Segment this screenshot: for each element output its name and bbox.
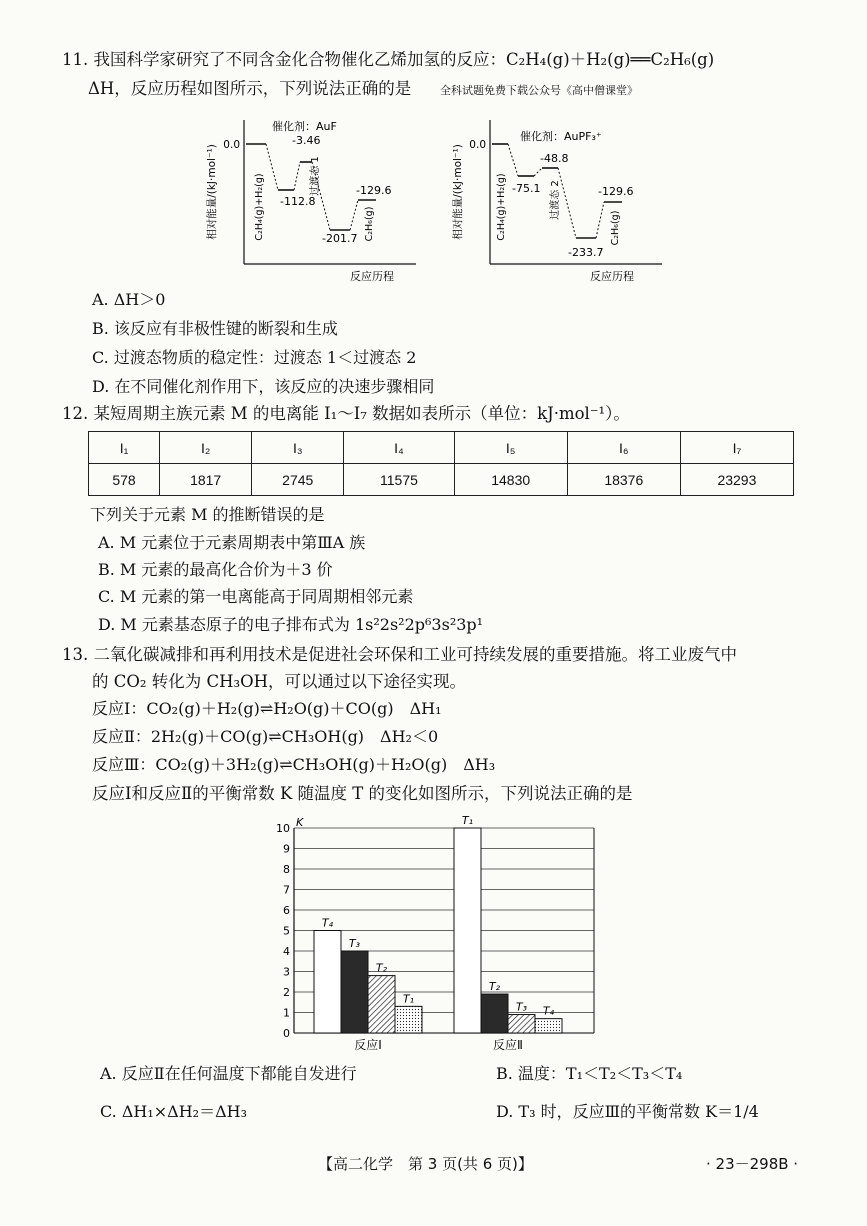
q13-reaction-1: 反应Ⅰ：CO₂(g)＋H₂(g)⇌H₂O(g)＋CO(g) ΔH₁ (92, 699, 442, 718)
catalyst-label-2: 催化剂：AuPF₃⁺ (520, 130, 602, 143)
value-cell: 11575 (344, 464, 454, 496)
ylabel-2: 相对能量/(kJ·mol⁻¹) (452, 144, 464, 240)
header-cell: I₆ (567, 432, 680, 464)
value-4-2: -129.6 (598, 185, 634, 198)
bar (535, 1019, 562, 1033)
value-cell: 14830 (454, 464, 567, 496)
q12-option-d: D. M 元素基态原子的电子排布式为 1s²2s²2p⁶3s²3p¹ (98, 615, 484, 634)
table-row (89, 464, 794, 496)
q13-reaction-2: 反应Ⅱ：2H₂(g)＋CO(g)⇌CH₃OH(g) ΔH₂＜0 (92, 727, 439, 746)
value-2-2: -48.8 (540, 152, 569, 165)
header-cell: I₅ (454, 432, 567, 464)
q11-option-b: B. 该反应有非极性键的断裂和生成 (92, 319, 338, 338)
q13-prompt: 反应Ⅰ和反应Ⅱ的平衡常数 K 随温度 T 的变化如图所示，下列说法正确的是 (92, 784, 633, 803)
bar (454, 828, 481, 1033)
bar-label: T₁ (402, 992, 415, 1006)
xlabel-1: 反应历程 (350, 270, 394, 283)
ionization-energy-table (88, 431, 794, 496)
product-label-2: C₂H₆(g) (610, 210, 621, 246)
value-2-1: -3.46 (292, 134, 321, 147)
value-cell: 1817 (160, 464, 252, 496)
bar-label: T₂ (488, 980, 501, 994)
q12-prompt: 下列关于元素 M 的推断错误的是 (90, 505, 325, 524)
q11-stem-line1: 11. 我国科学家研究了不同含金化合物催化乙烯加氢的反应：C₂H₄(g)＋H₂(g)══C₂H₆(g) (62, 50, 715, 69)
value-cell: 2745 (252, 464, 344, 496)
q13-option-d: D. T₃ 时，反应Ⅲ的平衡常数 K＝1/4 (496, 1102, 759, 1121)
q11-option-a: A. ΔH＞0 (92, 290, 166, 309)
q13-option-b: B. 温度：T₁＜T₂＜T₃＜T₄ (496, 1064, 683, 1083)
y-tick-label: 1 (283, 1006, 290, 1020)
reactant-label-2: C₂H₄(g)+H₂(g) (496, 173, 507, 241)
y-axis-label: K (296, 816, 304, 829)
header-cell: I₁ (89, 432, 160, 464)
y-tick-label: 8 (283, 863, 290, 876)
bar (481, 994, 508, 1033)
k-vs-temperature-chart (270, 810, 600, 1055)
q12-option-b: B. M 元素的最高化合价为＋3 价 (98, 560, 333, 579)
value-cell: 23293 (680, 464, 793, 496)
bar-label: T₂ (375, 961, 388, 975)
y-tick-label: 3 (283, 965, 290, 979)
q11-stem-line2: ΔH，反应历程如图所示，下列说法正确的是 (88, 79, 412, 98)
table-header-row (89, 432, 794, 464)
bar (395, 1006, 422, 1033)
q13-reaction-3: 反应Ⅲ：CO₂(g)＋3H₂(g)⇌CH₃OH(g)＋H₂O(g) ΔH₃ (92, 755, 496, 774)
watermark-text: 全科试题免费下载公众号《高中僧课堂》 (440, 84, 638, 97)
page-code: · 23－298B · (706, 1155, 799, 1173)
y-tick-label: 7 (283, 883, 290, 897)
y-tick-label: 5 (283, 924, 290, 938)
q13-stem-line1: 13. 二氧化碳减排和再利用技术是促进社会环保和工业可持续发展的重要措施。将工业废气中 (62, 645, 737, 664)
group-label: 反应Ⅱ (493, 1038, 523, 1052)
bar-label: T₁ (461, 814, 474, 827)
page-footer: 【高二化学 第 3 页(共 6 页)】 (318, 1155, 533, 1173)
ts-label-1: 过渡态 1 (310, 156, 321, 196)
q13-option-c: C. ΔH₁×ΔH₂＝ΔH₃ (100, 1102, 248, 1121)
value-0-2: 0.0 (469, 139, 486, 151)
reactant-label-1: C₂H₄(g)+H₂(g) (254, 173, 265, 241)
value-cell: 578 (89, 464, 160, 496)
header-cell: I₄ (344, 432, 454, 464)
ylabel-1: 相对能量/(kJ·mol⁻¹) (206, 144, 218, 240)
bar-label: T₄ (542, 1004, 555, 1018)
group-label: 反应Ⅰ (354, 1038, 382, 1052)
value-0-1: 0.0 (223, 139, 240, 151)
y-tick-label: 0 (283, 1027, 290, 1040)
bar (508, 1015, 535, 1033)
q11-option-d: D. 在不同催化剂作用下，该反应的决速步骤相同 (92, 377, 435, 396)
energy-diagram-aupf3 (446, 112, 666, 284)
catalyst-label-1: 催化剂：AuF (272, 120, 337, 133)
y-tick-label: 4 (283, 945, 290, 958)
xlabel-2: 反应历程 (590, 270, 634, 283)
y-tick-label: 10 (276, 822, 290, 835)
energy-diagram-auf (200, 112, 420, 284)
bar-label: T₃ (348, 937, 361, 950)
y-tick-label: 9 (283, 842, 290, 856)
product-label-1: C₂H₆(g) (364, 206, 375, 242)
value-3-1: -201.7 (322, 232, 358, 245)
ts-label-2: 过渡态 2 (550, 180, 561, 220)
value-3-2: -233.7 (568, 246, 604, 259)
bar (341, 951, 368, 1033)
y-tick-label: 2 (283, 986, 290, 999)
bar (368, 976, 395, 1033)
value-1-2: -75.1 (512, 182, 541, 195)
q13-stem-line2: 的 CO₂ 转化为 CH₃OH，可以通过以下途径实现。 (92, 672, 467, 691)
header-cell: I₃ (252, 432, 344, 464)
value-4-1: -129.6 (356, 184, 392, 197)
header-cell: I₂ (160, 432, 252, 464)
q11-option-c: C. 过渡态物质的稳定性：过渡态 1＜过渡态 2 (92, 348, 417, 367)
q12-option-a: A. M 元素位于元素周期表中第ⅢA 族 (98, 533, 366, 552)
bar-label: T₄ (321, 916, 334, 930)
y-tick-label: 6 (283, 904, 290, 917)
q12-option-c: C. M 元素的第一电离能高于同周期相邻元素 (98, 587, 414, 606)
value-cell: 18376 (567, 464, 680, 496)
q13-option-a: A. 反应Ⅱ在任何温度下都能自发进行 (100, 1064, 357, 1083)
value-1-1: -112.8 (280, 195, 316, 208)
q12-stem: 12. 某短周期主族元素 M 的电离能 I₁～I₇ 数据如表所示（单位：kJ·mol⁻¹）。 (62, 404, 630, 423)
header-cell: I₇ (680, 432, 793, 464)
bar (314, 931, 341, 1034)
bar-label: T₃ (515, 1000, 528, 1014)
